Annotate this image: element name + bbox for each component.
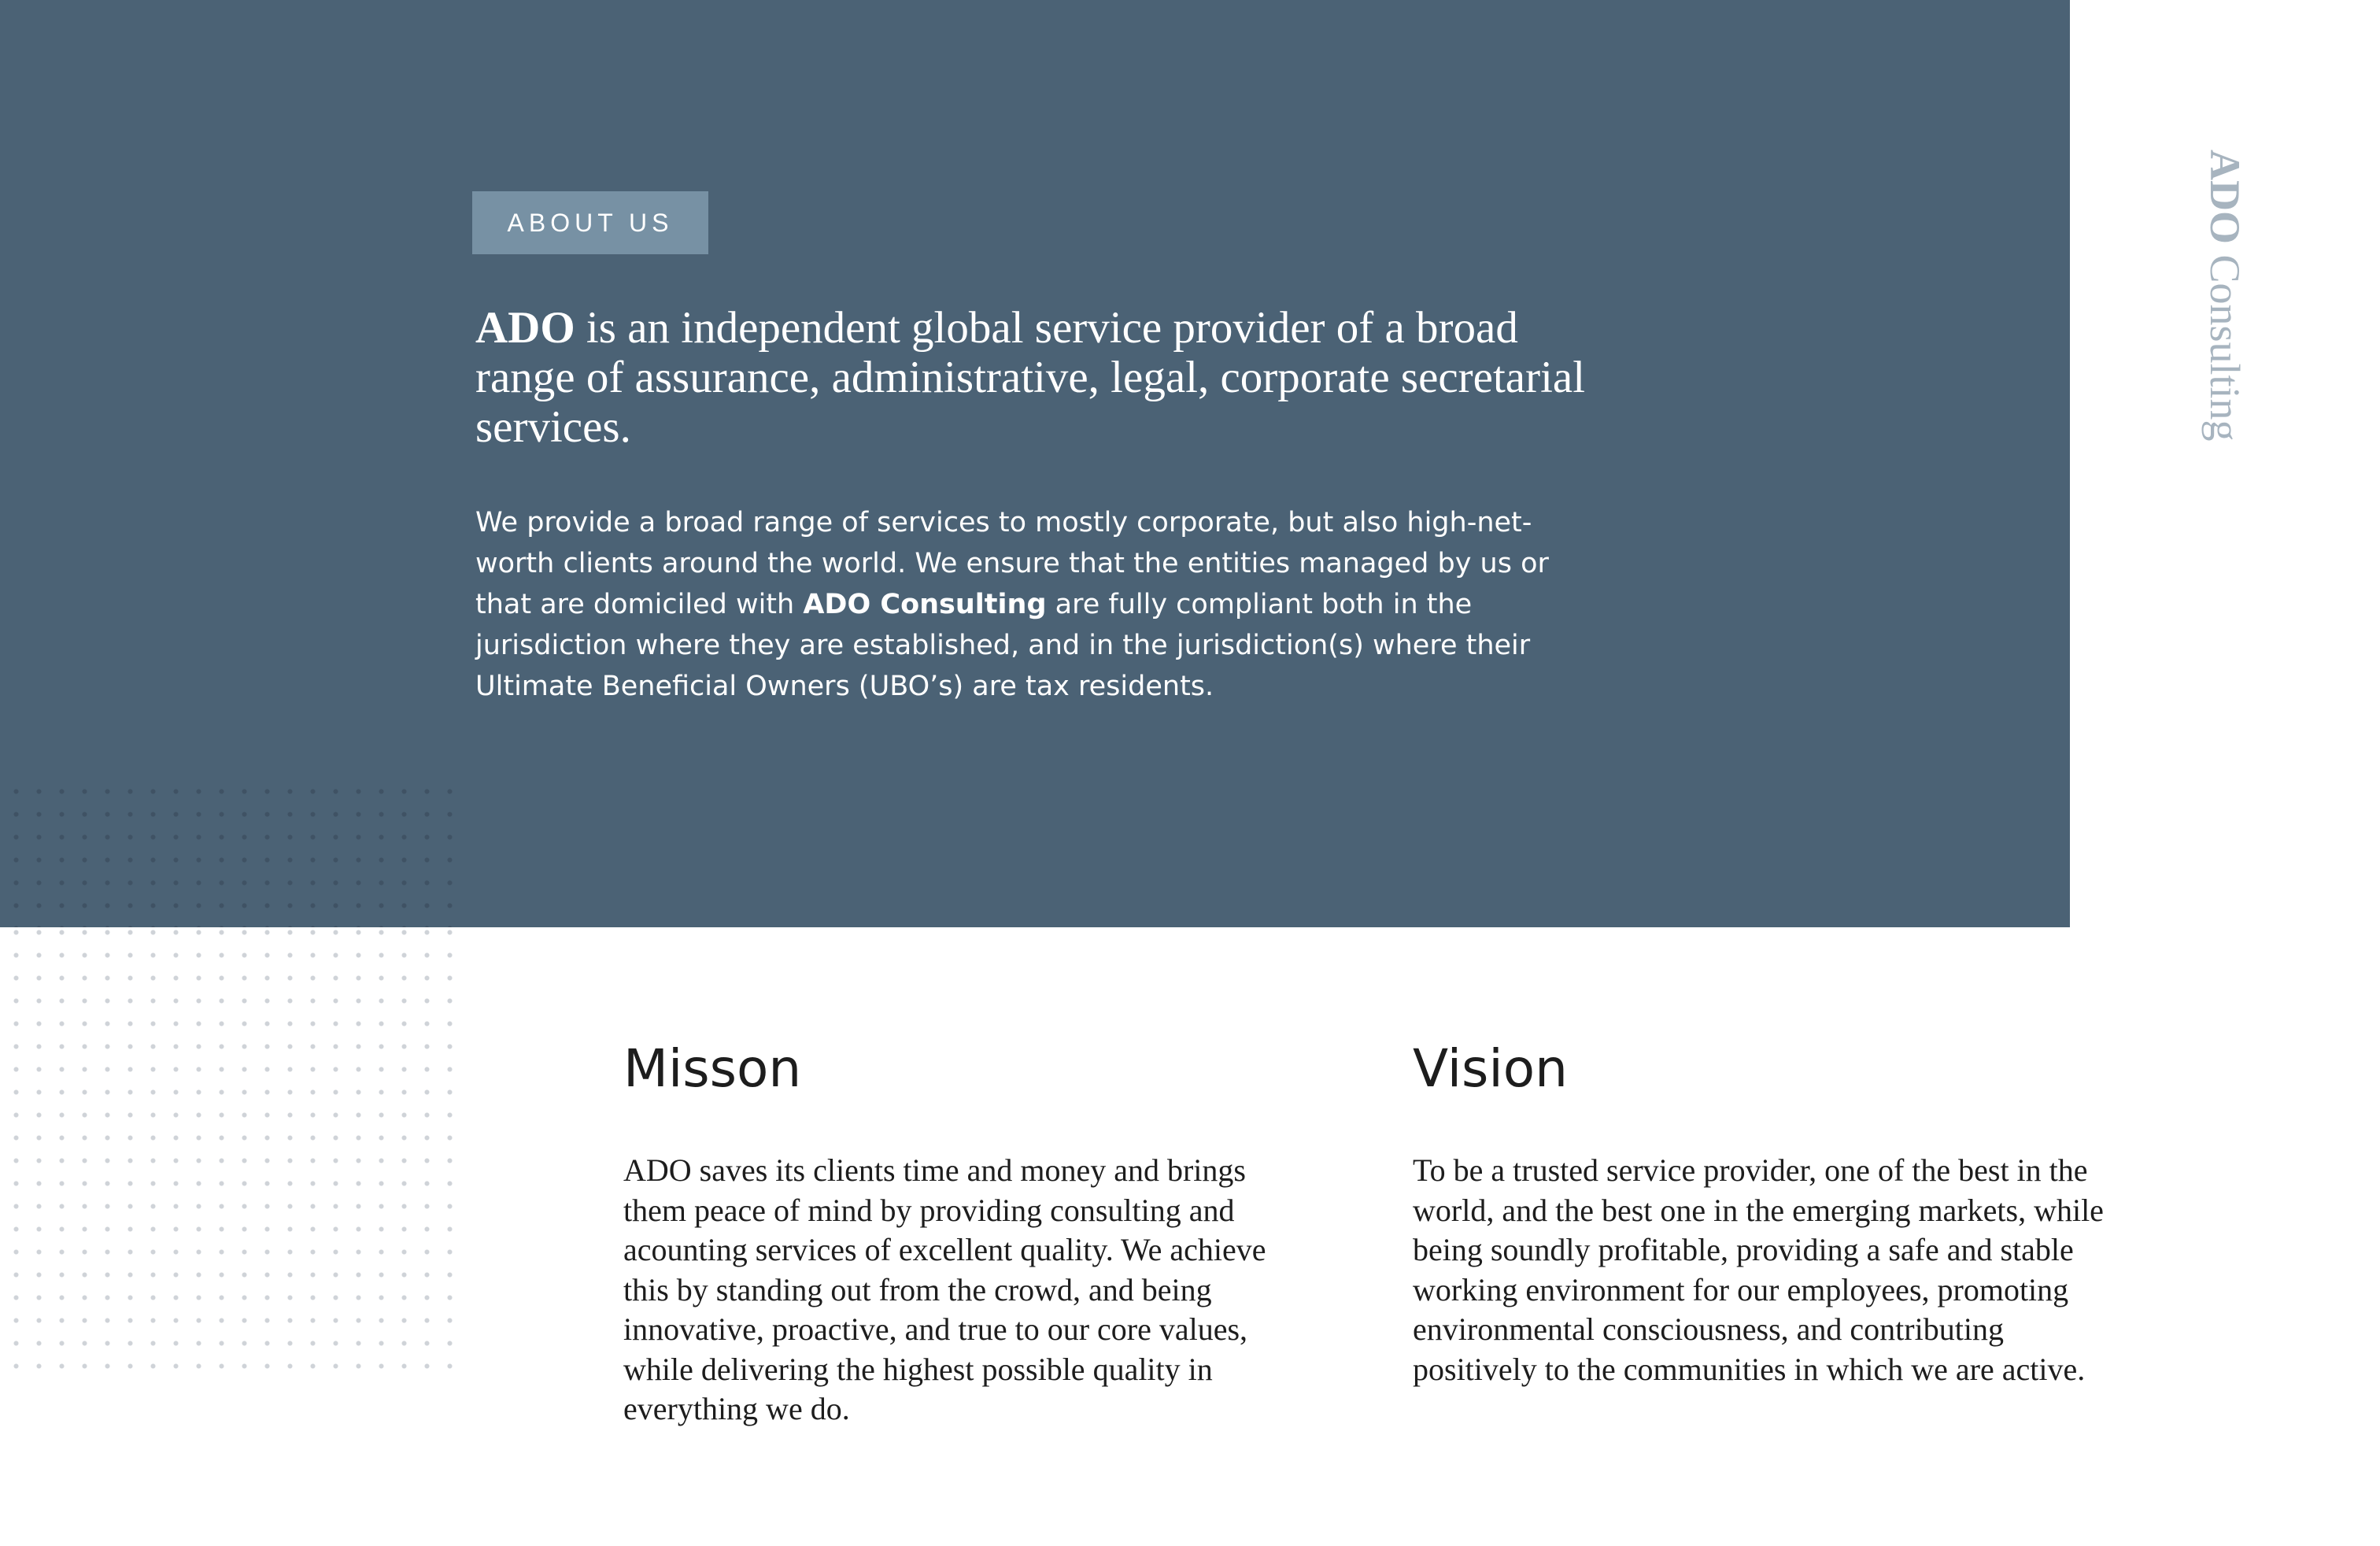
dot-pattern-light bbox=[0, 927, 464, 1376]
intro-text-end: are fully compliant both in the jurisdiction where they are established, and in the jurisdiction(s) where their Ultimate Beneficial Owners (UBO’s) are tax residents. bbox=[475, 589, 1531, 702]
about-intro-paragraph bbox=[475, 502, 1585, 707]
intro-brand: ADO Consulting bbox=[803, 589, 1047, 620]
vision-text: To be a trusted service provider, one of the best in the world, and the best one in the emerging markets, while being soundly profitable, providing a safe and stable working environment for our employees, promoting environmental consciousness, and contributing positively to the communities in which we are active. bbox=[1413, 1152, 2104, 1387]
mission-text: ADO saves its clients time and money and brings them peace of mind by providing consulting and acounting services of excellent quality. We achieve this by standing out from the crowd, and being innovative, proactive, and true to our core values, while delivering the highest possible quality in everything we do. bbox=[623, 1152, 1266, 1426]
side-brand-bold: ADO bbox=[2201, 150, 2249, 244]
headline-text: is an independent global service provider of a broad range of assurance, administrative, legal, corporate secretarial services. bbox=[475, 303, 1586, 452]
intro-text-start: We provide a broad range of services to mostly corporate, but also high-net-worth clients around the world. We ensure that the entities managed by us or that are domiciled with bbox=[475, 507, 1549, 620]
side-brand-regular: Consulting bbox=[2201, 244, 2249, 442]
dot-pattern-dark bbox=[0, 775, 464, 927]
mission-title: Misson bbox=[623, 1038, 802, 1099]
headline-brand: ADO bbox=[475, 303, 575, 353]
about-headline bbox=[475, 303, 1593, 452]
side-brand-label bbox=[2201, 150, 2249, 442]
vision-title: Vision bbox=[1413, 1038, 1568, 1099]
about-us-badge: ABOUT US bbox=[472, 191, 708, 254]
